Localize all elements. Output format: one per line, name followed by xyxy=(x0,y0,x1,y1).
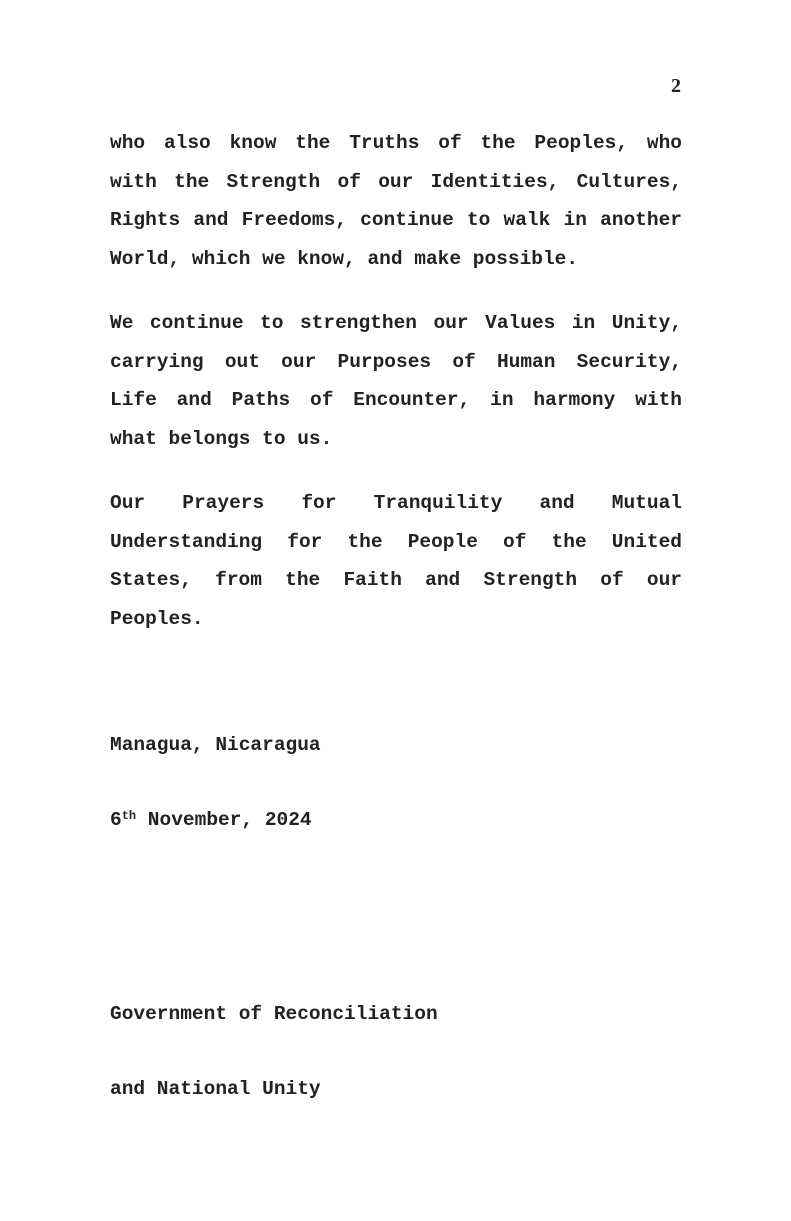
place-line: Managua, Nicaragua xyxy=(110,734,321,756)
date-line xyxy=(110,808,438,833)
place-and-date xyxy=(110,683,438,883)
date-day: 6 xyxy=(110,809,122,831)
paragraph-prayers: Our Prayers for Tranquility and Mutual Understanding for the People of the United States, from the Faith and Strength of our Peoples. xyxy=(110,492,682,630)
issuer xyxy=(110,952,438,1152)
issuer-line-1: Government of Reconciliation xyxy=(110,1003,438,1025)
page-number: 2 xyxy=(671,75,681,97)
signature-block xyxy=(110,633,438,1221)
paragraph-values-in-unity: We continue to strengthen our Values in Unity, carrying out our Purposes of Human Security, Life and Paths of Encounter, in harmony with what belongs to us. xyxy=(110,312,682,450)
date-ordinal-suffix: th xyxy=(121,809,137,823)
paragraph-truths-of-peoples: who also know the Truths of the Peoples, who with the Strength of our Identities, Cultures, Rights and Freedoms, continue to walk in another World, which we know, and make possible. xyxy=(110,132,682,270)
letter-body xyxy=(110,124,682,638)
issuer-line-2: and National Unity xyxy=(110,1078,321,1100)
date-month-year: November, 2024 xyxy=(136,809,312,831)
